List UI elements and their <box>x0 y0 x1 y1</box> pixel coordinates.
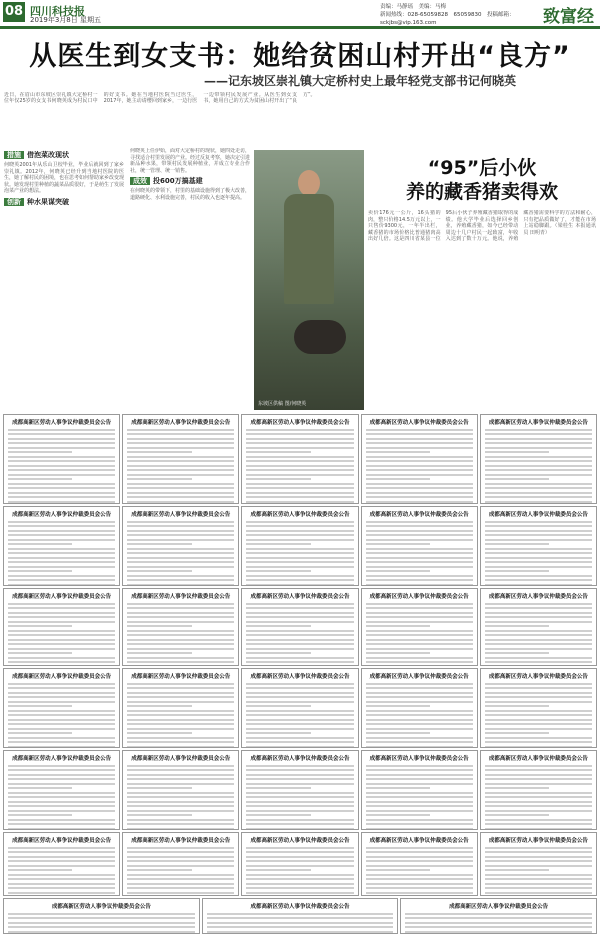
notice-heading: 成都高新区劳动人事争议仲裁委员会公告 <box>369 594 469 600</box>
notice-box <box>480 588 597 666</box>
headline: 从医生到女支书：她给贫困山村开出“良方” <box>29 41 571 72</box>
notice-heading: 成都高新区劳动人事争议仲裁委员会公告 <box>369 674 469 680</box>
section-heading <box>130 176 250 186</box>
notice-box <box>3 898 200 934</box>
notice-heading: 成都高新区劳动人事争议仲裁委员会公告 <box>369 420 469 426</box>
feature-body: 卖价176元一公斤，16头猪的肉，整只价格14.5万元以上，一只售价9300元，一年半出栏，藏香猪的市场价格比普通猪肉高出好几倍。这是四川省某县一位95后小伙子养殖藏香猪取得的成绩。他大学毕业后选择回乡创业，养殖藏香猪，如今已经带动周边十几户村民一起致富，年收入达到了数十万元。他说，养殖藏香猪需要科学的方法和耐心，只有把品质做好了，才能在市场上站稳脚跟。（梁桂生 本报通讯员 田明青） <box>368 210 596 242</box>
subheadline: ——记东坡区崇礼镇大定桥村史上最年轻党支部书记何晓英 <box>203 74 516 88</box>
notice-heading: 成都高新区劳动人事争议仲裁委员会公告 <box>488 838 588 844</box>
section-heading <box>4 197 124 207</box>
notice-heading: 成都高新区劳动人事争议仲裁委员会公告 <box>449 904 549 910</box>
notice-box <box>241 588 358 666</box>
issue-date: 2019年3月8日 星期五 <box>30 16 101 24</box>
person-figure <box>280 170 338 320</box>
notice-box <box>400 898 597 934</box>
notice-box <box>361 414 478 504</box>
notice-heading: 成都高新区劳动人事争议仲裁委员会公告 <box>131 838 231 844</box>
section-title: 投600万搞基建 <box>153 177 203 185</box>
notice-heading: 成都高新区劳动人事争议仲裁委员会公告 <box>12 594 112 600</box>
notice-box <box>122 414 239 504</box>
notice-box <box>122 588 239 666</box>
section-tag: 创新 <box>4 198 24 206</box>
notice-heading: 成都高新区劳动人事争议仲裁委员会公告 <box>369 512 469 518</box>
section-title: 致富经 <box>543 7 594 27</box>
notice-box <box>122 750 239 830</box>
photo-caption: 东坡区供稿 图/何晓英 <box>258 401 307 407</box>
notice-heading: 成都高新区劳动人事争议仲裁委员会公告 <box>131 594 231 600</box>
notice-heading: 成都高新区劳动人事争议仲裁委员会公告 <box>250 594 350 600</box>
notice-box <box>3 832 120 896</box>
notice-heading: 成都高新区劳动人事争议仲裁委员会公告 <box>131 512 231 518</box>
notice-box <box>3 588 120 666</box>
notice-heading: 成都高新区劳动人事争议仲裁委员会公告 <box>250 904 350 910</box>
section-body: 在何晓英的带领下，村里的基础设施得到了极大改善，道路硬化、水利设施完善，村民的收入也逐年提高。 <box>130 188 250 201</box>
notice-heading: 成都高新区劳动人事争议仲裁委员会公告 <box>250 674 350 680</box>
notice-heading: 成都高新区劳动人事争议仲裁委员会公告 <box>250 420 350 426</box>
paper-name: 四川科技报 <box>30 5 85 18</box>
notice-box <box>241 668 358 748</box>
section-title: 借泡菜改现状 <box>27 151 69 159</box>
notice-heading: 成都高新区劳动人事争议仲裁委员会公告 <box>51 904 151 910</box>
section-tag: 措施 <box>4 151 24 159</box>
notice-box <box>480 414 597 504</box>
notice-box <box>361 668 478 748</box>
notice-heading: 成都高新区劳动人事争议仲裁委员会公告 <box>488 512 588 518</box>
page-number: 08 <box>3 2 25 22</box>
section-body: 何晓英上任伊始，面对大定桥村的现状，她四处走访，寻找适合村里发展的产业。经过反复考察，她决定引进新品种水果，带领村民发展种植业，并成立专业合作社，统一管理、统一销售。 <box>130 148 250 174</box>
notice-box <box>480 832 597 896</box>
article-lead: 近日，在眉山市东坡区崇礼镇大定桥村一位年仅25岁的女支书何晓英成为村民口中的好支书。她在当地村医院当过医生，2017年，她主动请缨回到家乡，一边行医一边带领村民发展产业。从医生到女支书，她用自己的方式为贫困山村开出了“良方”。 <box>4 92 316 105</box>
notice-heading: 成都高新区劳动人事争议仲裁委员会公告 <box>250 756 350 762</box>
notice-box <box>361 506 478 586</box>
notice-box <box>361 750 478 830</box>
notice-heading: 成都高新区劳动人事争议仲裁委员会公告 <box>131 756 231 762</box>
notice-box <box>122 832 239 896</box>
masthead <box>0 0 600 29</box>
notice-heading: 成都高新区劳动人事争议仲裁委员会公告 <box>12 512 112 518</box>
section-title: 种水果谋突破 <box>27 197 69 206</box>
notice-box <box>3 414 120 504</box>
notice-box <box>3 506 120 586</box>
contact-info: 责编：马静瑶 美编：马梅 新闻热线：028-65059828 65059830 投稿邮箱：sckjbs@vip.163.com <box>380 4 515 26</box>
notice-grid <box>3 414 597 934</box>
feature-title: “95”后小伙 养的藏香猪卖得欢 <box>405 157 558 203</box>
article-body <box>4 148 250 410</box>
notice-heading: 成都高新区劳动人事争议仲裁委员会公告 <box>488 594 588 600</box>
notice-box <box>241 750 358 830</box>
section-tag: 成效 <box>130 177 150 185</box>
notice-box <box>241 832 358 896</box>
feature-photo <box>254 150 364 410</box>
pig-figure <box>294 320 346 354</box>
notice-heading: 成都高新区劳动人事争议仲裁委员会公告 <box>12 838 112 844</box>
notice-heading: 成都高新区劳动人事争议仲裁委员会公告 <box>131 420 231 426</box>
notice-box <box>480 750 597 830</box>
notice-box <box>241 506 358 586</box>
section-body: 何晓英2001年从乐山卫校毕业，毕业后就回到了家乡崇礼镇。2012年，何晓英已经升到当地村医院的医生，她了解村民的困境，也在思考如何帮助家乡改变现状。她发现村里种植的蔬菜品质很好，于是萌生了发展泡菜产业的想法。 <box>4 162 125 194</box>
notice-box <box>3 668 120 748</box>
notice-box <box>202 898 399 934</box>
notice-heading: 成都高新区劳动人事争议仲裁委员会公告 <box>488 420 588 426</box>
notice-box <box>3 750 120 830</box>
section-heading <box>4 150 124 160</box>
notice-box <box>241 414 358 504</box>
notice-box <box>122 506 239 586</box>
notice-heading: 成都高新区劳动人事争议仲裁委员会公告 <box>12 420 112 426</box>
notice-box <box>480 668 597 748</box>
notice-box <box>361 588 478 666</box>
notice-box <box>122 668 239 748</box>
notice-heading: 成都高新区劳动人事争议仲裁委员会公告 <box>488 674 588 680</box>
notice-box <box>480 506 597 586</box>
notice-heading: 成都高新区劳动人事争议仲裁委员会公告 <box>12 674 112 680</box>
notice-heading: 成都高新区劳动人事争议仲裁委员会公告 <box>488 756 588 762</box>
notice-heading: 成都高新区劳动人事争议仲裁委员会公告 <box>369 756 469 762</box>
notice-heading: 成都高新区劳动人事争议仲裁委员会公告 <box>250 512 350 518</box>
notice-box <box>361 832 478 896</box>
notice-heading: 成都高新区劳动人事争议仲裁委员会公告 <box>131 674 231 680</box>
notice-heading: 成都高新区劳动人事争议仲裁委员会公告 <box>12 756 112 762</box>
notice-heading: 成都高新区劳动人事争议仲裁委员会公告 <box>250 838 350 844</box>
notice-heading: 成都高新区劳动人事争议仲裁委员会公告 <box>369 838 469 844</box>
